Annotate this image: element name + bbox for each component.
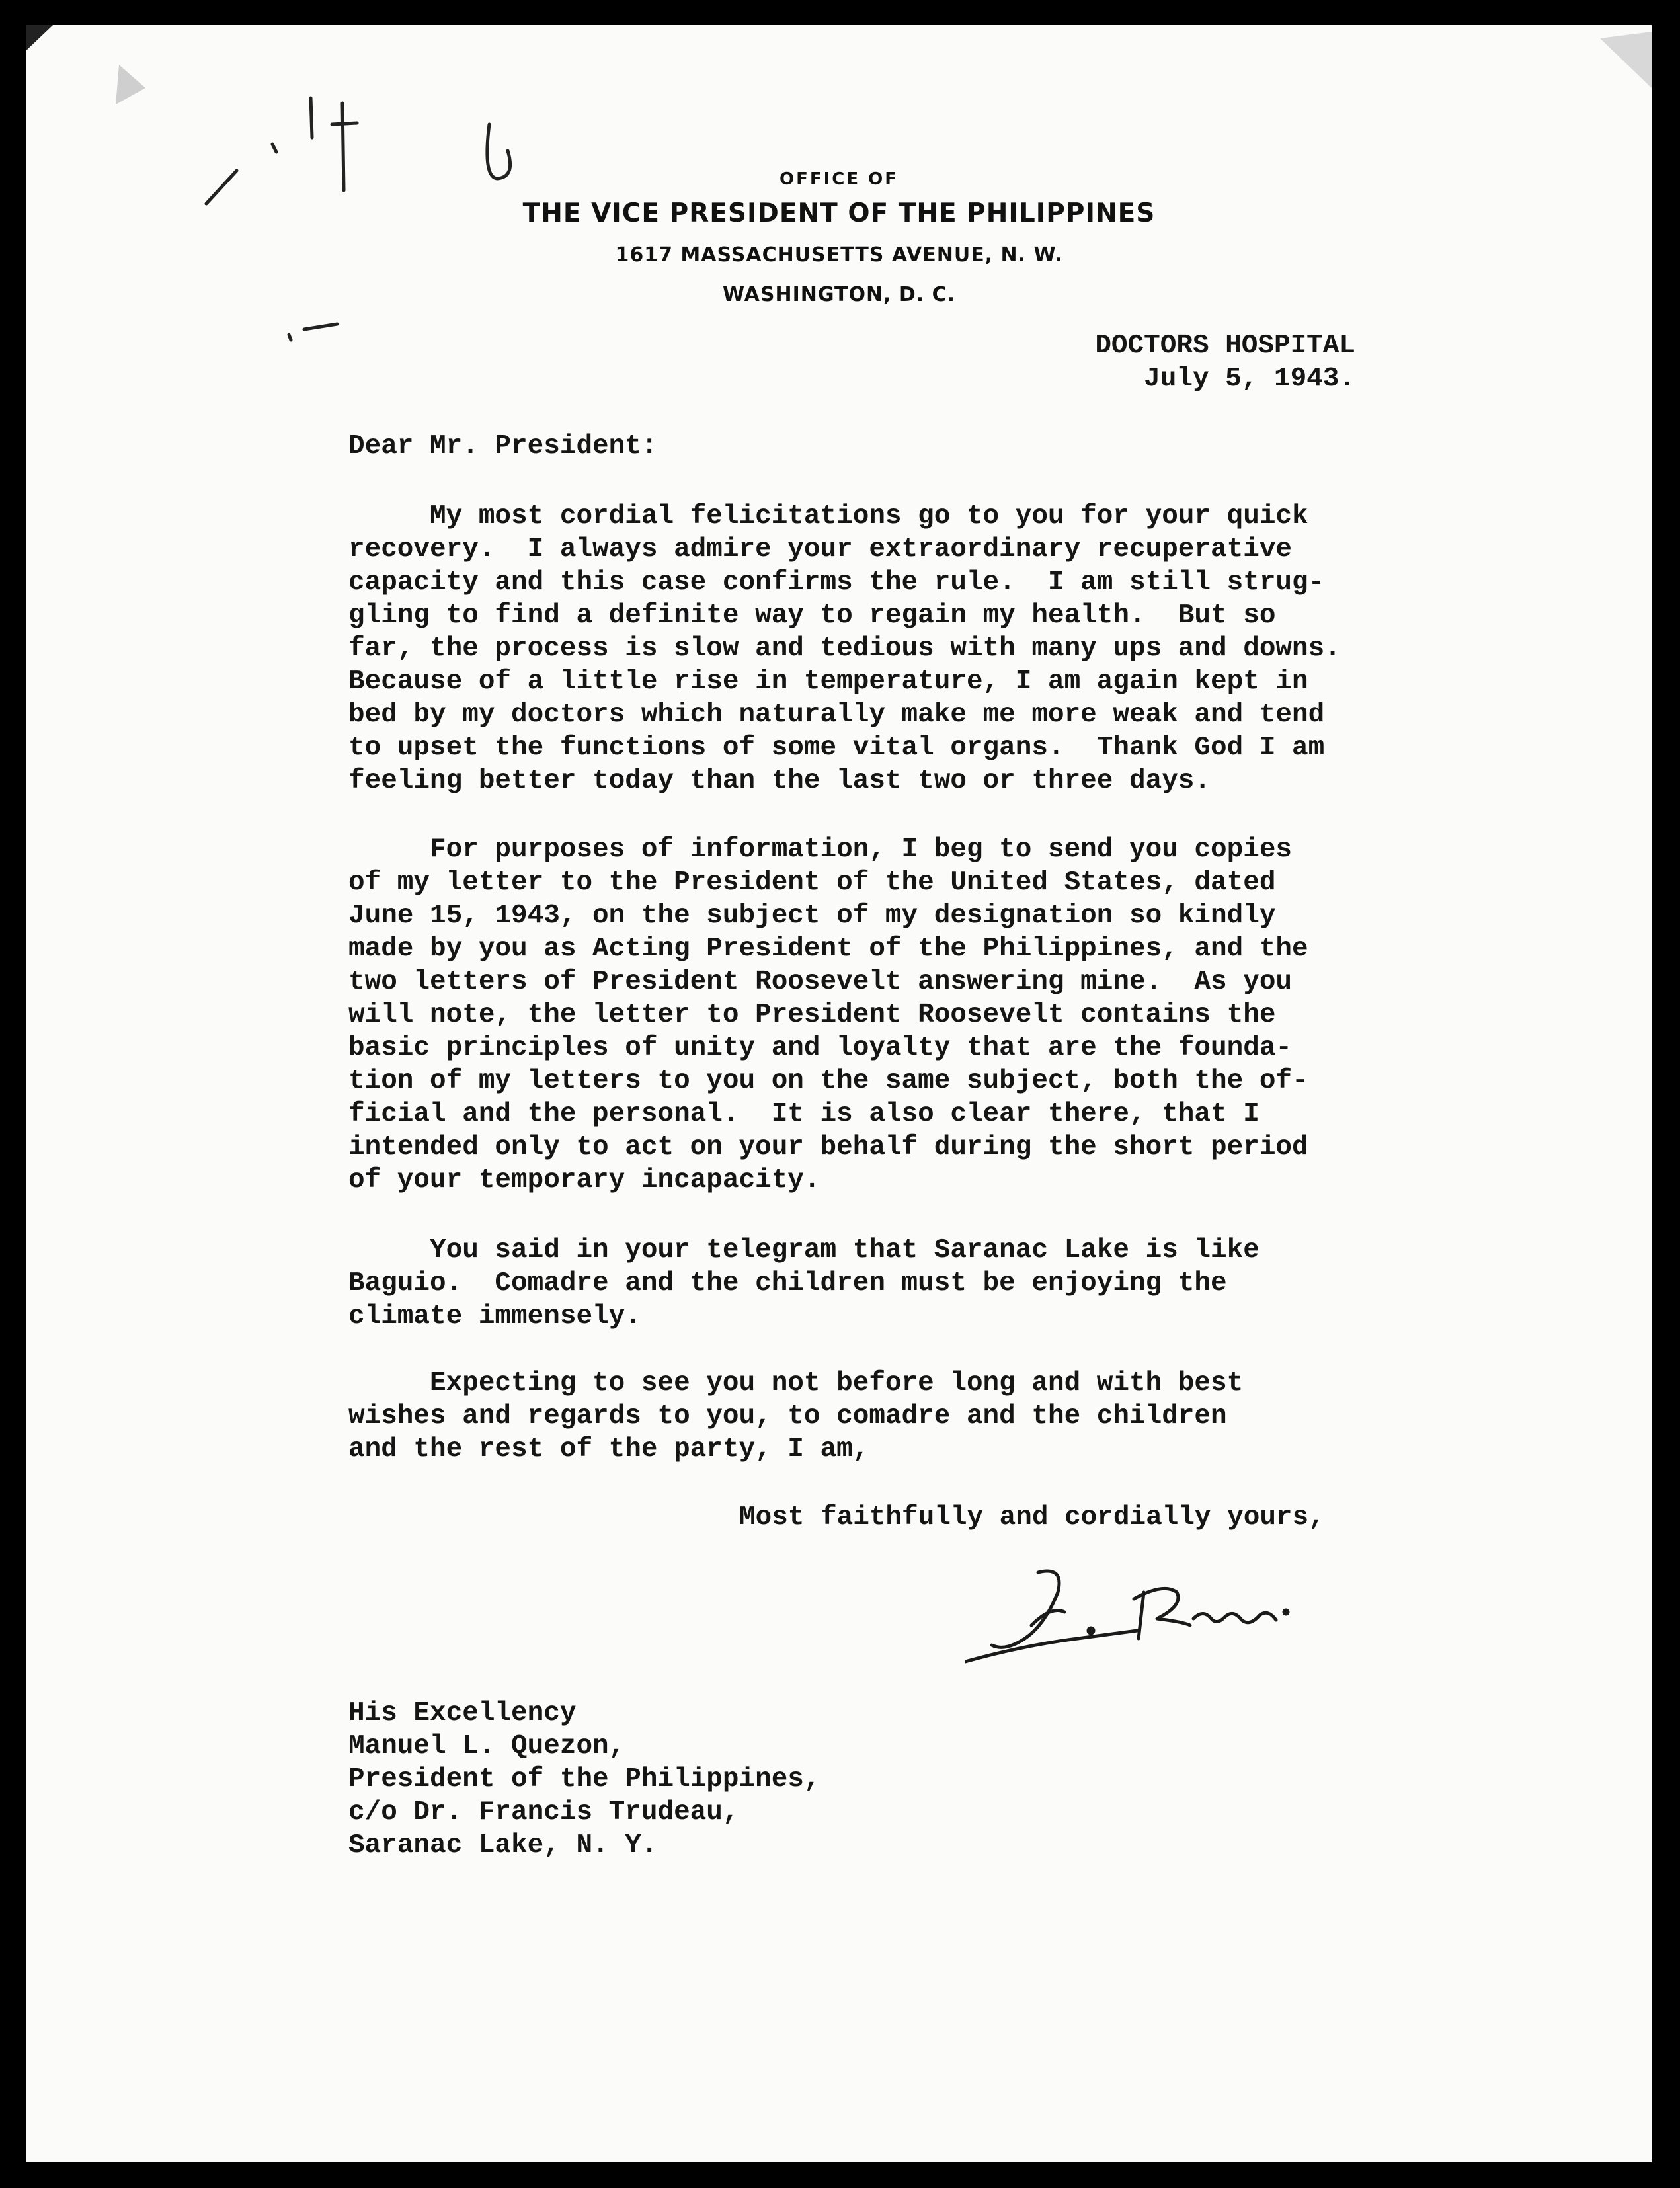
letter-place: DOCTORS HOSPITAL [1095,331,1355,361]
corner-fold-mark [26,25,53,50]
corner-fold-mark-top-right [1600,32,1652,88]
salutation: Dear Mr. President: [348,431,658,462]
letterhead-city: WASHINGTON, D. C. [722,283,956,306]
handwritten-signature [965,1546,1336,1672]
letter-date: July 5, 1943. [1144,364,1355,394]
letterhead-address: 1617 MASSACHUSETTS AVENUE, N. W. [615,243,1063,266]
paragraph-saranac-lake: You said in your telegram that Saranac Lake is like Baguio. Comadre and the children must be enjoying the climate immensely. [348,1235,1260,1332]
closing: Most faithfully and cordially yours, [739,1502,1325,1533]
paragraph-letters: For purposes of information, I beg to send you copies of my letter to the President of the United States, dated June 15, 1943, on the subject of my designation so kindly made by you as Acting President of the Philippines, and the two letters of President Roosevelt answering mine. As you will note, the letter to President Roosevelt contains the basic principles of unity and loyalty that are the founda- tion of my letters to you on the same subject, both the of- ficial and the personal. It is also clear there, that I intended only to act on your behalf during the short period of your temporary incapacity. [348,834,1308,1195]
letter-page [26,25,1652,2162]
letterhead-title: THE VICE PRESIDENT OF THE PHILIPPINES [522,198,1156,228]
recipient-address: His Excellency Manuel L. Quezon, President of the Philippines, c/o Dr. Francis Trudeau, Saranac Lake, N. Y. [348,1698,820,1861]
letterhead-office-of: OFFICE OF [779,169,899,189]
paragraph-best-wishes: Expecting to see you not before long and with best wishes and regards to you, to comadre and the children and the rest of the party, I am, [348,1368,1244,1465]
corner-fold-mark-top-left [116,65,145,104]
paragraph-health: My most cordial felicitations go to you for your quick recovery. I always admire your extraordinary recuperative capacity and this case confirms the rule. I am still strug- gling to find a definite way to regain my health. But so far, the process is slow and tedious with many ups and downs. Because of a little rise in temperature, I am again kept in bed by my doctors which naturally make me more weak and tend to upset the functions of some vital organs. Thank God I am feeling better today than the last two or three days. [348,501,1341,796]
